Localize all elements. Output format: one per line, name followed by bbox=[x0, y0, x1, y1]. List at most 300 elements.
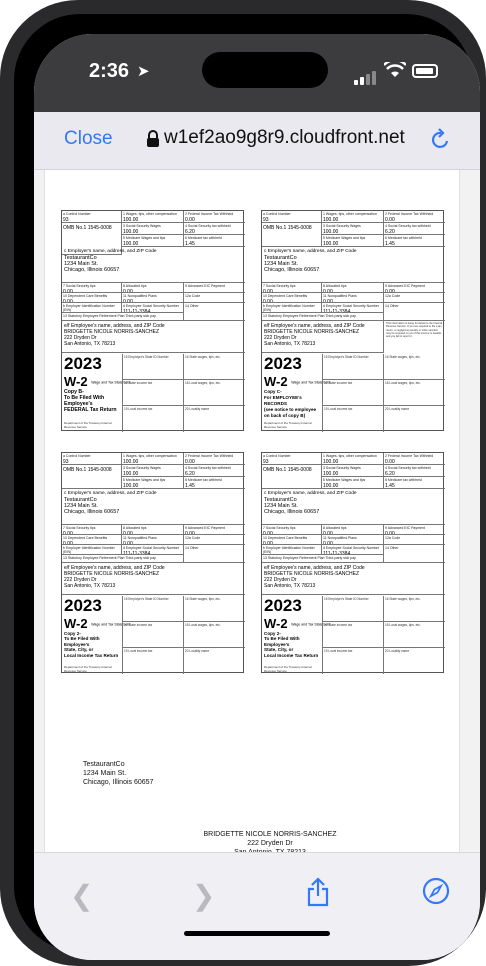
label: 14 Other bbox=[385, 546, 399, 550]
value: 0.00 bbox=[323, 541, 333, 545]
box13-cell bbox=[62, 555, 184, 563]
value: 0.00 bbox=[263, 531, 273, 535]
omb-cell bbox=[262, 465, 322, 489]
w2-sub: Wage and Tax Statement bbox=[291, 380, 331, 385]
local-wages-cell: 18 Local wages, tips, etc. bbox=[183, 622, 245, 648]
value: 100.00 bbox=[123, 471, 139, 477]
value: 0.00 bbox=[63, 299, 73, 303]
state-tax-cell: 17 State income tax bbox=[322, 622, 383, 648]
w2-form-copy-b bbox=[61, 210, 244, 431]
employee-label: e/f Employee's name, address, and ZIP Code bbox=[264, 565, 365, 571]
employee-block bbox=[262, 321, 384, 353]
ein-cell bbox=[62, 545, 122, 555]
ssn-cell bbox=[122, 303, 184, 313]
employer-block bbox=[62, 489, 245, 525]
share-icon[interactable] bbox=[306, 877, 330, 907]
value: 0.00 bbox=[263, 541, 273, 545]
value: 0.00 bbox=[123, 289, 133, 293]
ss-tips-cell bbox=[62, 283, 122, 293]
label: 4 Social Security tax withheld bbox=[185, 224, 231, 228]
employer-label: c Employer's name, address, and ZIP Code bbox=[64, 491, 157, 496]
return-address bbox=[83, 760, 153, 787]
value: 0.00 bbox=[323, 289, 333, 293]
label: 9 Advanced EIC Payment bbox=[185, 284, 225, 288]
label: 1 Wages, tips, other compensation bbox=[123, 454, 177, 458]
ss-wages-cell bbox=[322, 223, 384, 235]
nonqual-cell bbox=[122, 293, 184, 303]
to-name: BRIDGETTE NICOLE NORRIS-SANCHEZ bbox=[203, 831, 337, 838]
locality-cell: 20 Locality name bbox=[383, 406, 445, 432]
label: b Employer Identification Number (EIN) bbox=[63, 304, 115, 312]
ss-tax-cell bbox=[184, 465, 245, 477]
value: 111-11-3384 bbox=[123, 551, 151, 555]
fed-tax-cell bbox=[384, 211, 445, 223]
employee-street: 222 Dryden Dr bbox=[64, 335, 97, 341]
value: 0.00 bbox=[185, 531, 195, 535]
value: 1.45 bbox=[385, 483, 395, 489]
value: 1.45 bbox=[185, 483, 195, 489]
employee-street: 222 Dryden Dr bbox=[64, 577, 97, 583]
label: 11 Nonqualified Plans bbox=[323, 294, 357, 298]
state-tax-cell: 17 State income tax bbox=[122, 380, 183, 406]
nonqual-cell bbox=[322, 535, 384, 545]
form-title bbox=[264, 616, 330, 631]
copy-label: Copy C- For EMPLOYEE's RECORDS (see notice to employee on back of copy B) bbox=[264, 389, 317, 418]
location-arrow-icon: ➤ bbox=[137, 63, 150, 80]
value: 100.00 bbox=[123, 483, 139, 489]
value: 0.00 bbox=[63, 531, 73, 535]
value: 0.00 bbox=[263, 299, 273, 303]
label: a Control Number bbox=[63, 454, 91, 458]
employer-city: Chicago, Illinois 60657 bbox=[264, 509, 320, 515]
w2-sub: Wage and Tax Statement bbox=[91, 622, 131, 627]
control-number-cell bbox=[262, 211, 322, 223]
value: 100.00 bbox=[323, 241, 339, 247]
employee-name: BRIDGETTE NICOLE NORRIS-SANCHEZ bbox=[64, 329, 160, 335]
label: d Employee Social Security Number bbox=[123, 304, 180, 308]
omb: OMB No.1 1545-0008 bbox=[263, 467, 312, 473]
browser-toolbar bbox=[34, 852, 480, 960]
value: 111-11-3384 bbox=[323, 309, 351, 313]
label: 10 Dependent Care Benefits bbox=[263, 294, 308, 298]
label: d Employee Social Security Number bbox=[323, 546, 380, 550]
wages-cell bbox=[122, 211, 184, 223]
code12-cell bbox=[184, 293, 245, 303]
nonqual-cell bbox=[122, 535, 184, 545]
value: 100.00 bbox=[123, 217, 139, 223]
employer-label: c Employer's name, address, and ZIP Code bbox=[264, 249, 357, 254]
state-wages-cell: 16 State wages, tips, etc. bbox=[383, 354, 445, 380]
value: 93 bbox=[63, 217, 69, 223]
label: 12a Code bbox=[185, 294, 201, 298]
employer-name: TestaurantCo bbox=[264, 255, 297, 261]
employee-city: San Antonio, TX 78213 bbox=[264, 341, 316, 347]
locality-cell: 20 Locality name bbox=[183, 406, 245, 432]
label: 3 Social Security Wages bbox=[123, 224, 161, 228]
code12-cell bbox=[184, 535, 245, 545]
value: 93 bbox=[63, 459, 69, 465]
label: 6 Medicare tax withheld bbox=[185, 236, 222, 240]
ssn-cell bbox=[322, 545, 384, 555]
wages-cell bbox=[322, 453, 384, 465]
local-tax-cell: 19 Local income tax bbox=[322, 648, 383, 674]
copy-label: Copy B- To Be Filed With Employee's FEDERAL Tax Return bbox=[64, 389, 117, 413]
medicare-wages-cell bbox=[322, 235, 384, 247]
dep-care-cell bbox=[262, 293, 322, 303]
label: 2 Federal Income Tax Withheld bbox=[185, 454, 234, 458]
forward-button[interactable]: ❯ bbox=[192, 880, 216, 911]
label: 5 Medicare Wages and tips bbox=[323, 236, 366, 240]
w2: W-2 bbox=[64, 374, 88, 389]
label: 2 Federal Income Tax Withheld bbox=[385, 212, 434, 216]
label: 6 Medicare tax withheld bbox=[185, 478, 222, 482]
omb: OMB No.1 1545-0008 bbox=[263, 225, 312, 231]
ss-wages-cell bbox=[122, 465, 184, 477]
control-number-cell bbox=[62, 453, 122, 465]
value: 0.00 bbox=[123, 531, 133, 535]
employer-street: 1234 Main St. bbox=[64, 503, 98, 509]
other-cell bbox=[384, 303, 445, 321]
value: 0.00 bbox=[385, 289, 395, 293]
other-cell bbox=[184, 303, 245, 321]
label: 8 Allocated tips bbox=[123, 284, 147, 288]
label: 7 Social Security tips bbox=[63, 526, 96, 530]
pdf-page bbox=[44, 170, 460, 852]
label: a Control Number bbox=[263, 212, 291, 216]
employee-street: 222 Dryden Dr bbox=[264, 577, 297, 583]
medicare-tax-cell bbox=[384, 235, 445, 247]
url-text[interactable]: w1ef2ao9g8r9.cloudfront.net bbox=[164, 127, 405, 148]
medicare-tax-cell bbox=[184, 477, 245, 489]
screen bbox=[34, 34, 480, 960]
state-id-cell: 15 Employer's State ID Number bbox=[122, 596, 183, 622]
employer-street: 1234 Main St. bbox=[264, 261, 298, 267]
label: 10 Dependent Care Benefits bbox=[63, 536, 108, 540]
label: b Employer Identification Number (EIN) bbox=[263, 546, 315, 554]
label: 7 Social Security tips bbox=[263, 284, 296, 288]
code12-cell bbox=[384, 293, 445, 303]
label: 8 Allocated tips bbox=[323, 526, 347, 530]
state-tax-cell: 17 State income tax bbox=[122, 622, 183, 648]
alloc-tips-cell bbox=[122, 283, 184, 293]
wages-cell bbox=[122, 453, 184, 465]
form-title bbox=[264, 374, 330, 389]
employer-street: 1234 Main St. bbox=[264, 503, 298, 509]
label: 13 Statutory Employee Retirement Plan Third-party sick pay bbox=[63, 314, 156, 318]
value: 0.00 bbox=[385, 217, 395, 223]
adv-eic-cell bbox=[384, 525, 445, 535]
w2-form-copy-2-duplicate bbox=[261, 452, 444, 673]
dept-label: Department of the Treasury-Internal Revenue Service bbox=[264, 421, 312, 429]
state-tax-cell: 17 State income tax bbox=[322, 380, 383, 406]
employee-block bbox=[62, 563, 245, 595]
label: 12a Code bbox=[385, 294, 401, 298]
from-name: TestaurantCo bbox=[83, 761, 125, 768]
ss-wages-cell bbox=[322, 465, 384, 477]
label: 7 Social Security tips bbox=[263, 526, 296, 530]
employer-block bbox=[62, 247, 245, 283]
ssn-cell bbox=[322, 303, 384, 313]
label: 10 Dependent Care Benefits bbox=[263, 536, 308, 540]
ein-cell bbox=[62, 303, 122, 313]
local-wages-cell: 18 Local wages, tips, etc. bbox=[183, 380, 245, 406]
local-wages-cell: 18 Local wages, tips, etc. bbox=[383, 622, 445, 648]
label: b Employer Identification Number (EIN) bbox=[63, 546, 115, 554]
box13-cell bbox=[262, 555, 384, 563]
state-id-cell: 15 Employer's State ID Number bbox=[322, 354, 383, 380]
fed-tax-cell bbox=[184, 453, 245, 465]
label: 4 Social Security tax withheld bbox=[385, 224, 431, 228]
value: 0.00 bbox=[185, 459, 195, 465]
value: 111-11-3384 bbox=[123, 309, 151, 313]
w2-form-copy-c bbox=[261, 210, 444, 431]
from-street: 1234 Main St. bbox=[83, 770, 127, 777]
fed-tax-cell bbox=[184, 211, 245, 223]
label: 9 Advanced EIC Payment bbox=[385, 284, 425, 288]
other-cell bbox=[184, 545, 245, 563]
label: 2 Federal Income Tax Withheld bbox=[185, 212, 234, 216]
state-id-cell: 15 Employer's State ID Number bbox=[322, 596, 383, 622]
web-content bbox=[34, 170, 480, 852]
home-indicator bbox=[184, 931, 330, 936]
omb-cell bbox=[62, 465, 122, 489]
employer-block bbox=[262, 489, 445, 525]
locality-cell: 20 Locality name bbox=[183, 648, 245, 674]
ss-wages-cell bbox=[122, 223, 184, 235]
value: 100.00 bbox=[123, 229, 139, 235]
value: 6.20 bbox=[385, 229, 395, 235]
label: 14 Other bbox=[385, 304, 399, 308]
value: 0.00 bbox=[323, 531, 333, 535]
medicare-wages-cell bbox=[322, 477, 384, 489]
label: 1 Wages, tips, other compensation bbox=[323, 454, 377, 458]
label: 5 Medicare Wages and tips bbox=[123, 236, 166, 240]
wages-cell bbox=[322, 211, 384, 223]
reload-icon[interactable] bbox=[430, 127, 452, 151]
label: 11 Nonqualified Plans bbox=[123, 536, 157, 540]
form-title bbox=[64, 374, 130, 389]
to-street: 222 Dryden Dr bbox=[247, 840, 293, 847]
dept-label: Department of the Treasury-Internal Revenue Service bbox=[64, 421, 112, 429]
dep-care-cell bbox=[262, 535, 322, 545]
label: 7 Social Security tips bbox=[63, 284, 96, 288]
value: 0.00 bbox=[63, 289, 73, 293]
ss-tax-cell bbox=[384, 465, 445, 477]
lock-icon bbox=[146, 130, 160, 148]
label: 8 Allocated tips bbox=[123, 526, 147, 530]
label: 5 Medicare Wages and tips bbox=[323, 478, 366, 482]
medicare-wages-cell bbox=[122, 235, 184, 247]
dept-label: Department of the Treasury-Internal Revenue Service bbox=[264, 665, 312, 673]
battery-icon bbox=[412, 64, 438, 78]
value: 100.00 bbox=[323, 229, 339, 235]
value: 100.00 bbox=[123, 241, 139, 247]
label: 3 Social Security Wages bbox=[323, 466, 361, 470]
label: 12a Code bbox=[385, 536, 401, 540]
w2-sub: Wage and Tax Statement bbox=[291, 622, 331, 627]
ein-cell bbox=[262, 545, 322, 555]
copy-label: Copy 2- To Be Filed With Employee's State, City, or Local Income Tax Return bbox=[264, 631, 319, 658]
label: 9 Advanced EIC Payment bbox=[185, 526, 225, 530]
form-year: 2023 bbox=[64, 596, 102, 615]
state-wages-cell: 16 State wages, tips, etc. bbox=[383, 596, 445, 622]
omb: OMB No.1 1545-0008 bbox=[63, 225, 112, 231]
employee-city: San Antonio, TX 78213 bbox=[264, 583, 316, 589]
form-year: 2023 bbox=[264, 354, 302, 373]
other-cell bbox=[384, 545, 445, 563]
label: 13 Statutory Employee Retirement Plan Third-party sick pay bbox=[263, 556, 356, 560]
value: 100.00 bbox=[323, 471, 339, 477]
label: 1 Wages, tips, other compensation bbox=[323, 212, 377, 216]
back-button[interactable]: ❮ bbox=[70, 880, 94, 911]
omb-cell bbox=[262, 223, 322, 247]
employer-city: Chicago, Illinois 60657 bbox=[64, 267, 120, 273]
state-local-grid bbox=[322, 596, 445, 674]
medicare-tax-cell bbox=[384, 477, 445, 489]
status-bar bbox=[34, 34, 480, 112]
employer-block bbox=[262, 247, 445, 283]
medicare-tax-cell bbox=[184, 235, 245, 247]
dep-care-cell bbox=[62, 535, 122, 545]
employer-name: TestaurantCo bbox=[64, 255, 97, 261]
ein-cell bbox=[262, 303, 322, 313]
close-button[interactable]: Close bbox=[64, 128, 113, 149]
label: 6 Medicare tax withheld bbox=[385, 478, 422, 482]
value: 0.00 bbox=[385, 459, 395, 465]
label: 2 Federal Income Tax Withheld bbox=[385, 454, 434, 458]
label: 1 Wages, tips, other compensation bbox=[123, 212, 177, 216]
alloc-tips-cell bbox=[322, 283, 384, 293]
notice-text: This information is being furnished to the Internal Revenue Service. If you are required to file a tax return, a negligence penalty or other sanction may be imposed on you if this income is taxable and you fail to report it. bbox=[386, 322, 443, 339]
employee-name: BRIDGETTE NICOLE NORRIS-SANCHEZ bbox=[264, 571, 360, 577]
state-wages-cell: 16 State wages, tips, etc. bbox=[183, 596, 245, 622]
employee-block bbox=[262, 563, 445, 595]
ss-tips-cell bbox=[262, 525, 322, 535]
state-local-grid bbox=[122, 354, 245, 432]
value: 111-11-3384 bbox=[323, 551, 351, 555]
local-tax-cell: 19 Local income tax bbox=[322, 406, 383, 432]
label: 13 Statutory Employee Retirement Plan Third-party sick pay bbox=[63, 556, 156, 560]
label: 11 Nonqualified Plans bbox=[123, 294, 157, 298]
w2-sub: Wage and Tax Statement bbox=[91, 380, 131, 385]
employee-city: San Antonio, TX 78213 bbox=[64, 583, 116, 589]
state-wages-cell: 16 State wages, tips, etc. bbox=[183, 354, 245, 380]
label: 4 Social Security tax withheld bbox=[385, 466, 431, 470]
label: 13 Statutory Employee Retirement Plan Third-party sick pay bbox=[263, 314, 356, 318]
label: 4 Social Security tax withheld bbox=[185, 466, 231, 470]
employer-name: TestaurantCo bbox=[64, 497, 97, 503]
ss-tax-cell bbox=[184, 223, 245, 235]
box13-cell bbox=[262, 313, 384, 321]
value: 100.00 bbox=[323, 483, 339, 489]
state-id-cell: 15 Employer's State ID Number bbox=[122, 354, 183, 380]
employee-name: BRIDGETTE NICOLE NORRIS-SANCHEZ bbox=[64, 571, 160, 577]
employer-city: Chicago, Illinois 60657 bbox=[264, 267, 320, 273]
employee-label: e/f Employee's name, address, and ZIP Code bbox=[64, 323, 165, 329]
value: 100.00 bbox=[123, 459, 139, 465]
phone-bezel bbox=[14, 14, 472, 952]
employer-name: TestaurantCo bbox=[264, 497, 297, 503]
dynamic-island bbox=[202, 52, 328, 88]
employee-street: 222 Dryden Dr bbox=[264, 335, 297, 341]
ss-tax-cell bbox=[384, 223, 445, 235]
alloc-tips-cell bbox=[122, 525, 184, 535]
label: a Control Number bbox=[263, 454, 291, 458]
ss-tips-cell bbox=[262, 283, 322, 293]
status-time: 2:36 bbox=[89, 60, 130, 82]
state-local-grid bbox=[322, 354, 445, 432]
employer-label: c Employer's name, address, and ZIP Code bbox=[64, 249, 157, 254]
label: 14 Other bbox=[185, 546, 199, 550]
value: 100.00 bbox=[323, 217, 339, 223]
label: b Employer Identification Number (EIN) bbox=[263, 304, 315, 312]
value: 0.00 bbox=[323, 299, 333, 303]
label: 8 Allocated tips bbox=[323, 284, 347, 288]
employee-label: e/f Employee's name, address, and ZIP Code bbox=[64, 565, 165, 571]
adv-eic-cell bbox=[384, 283, 445, 293]
value: 6.20 bbox=[385, 471, 395, 477]
nonqual-cell bbox=[322, 293, 384, 303]
label: d Employee Social Security Number bbox=[123, 546, 180, 550]
w2-form-copy-2 bbox=[61, 452, 244, 673]
label: a Control Number bbox=[63, 212, 91, 216]
control-number-cell bbox=[262, 453, 322, 465]
compass-icon[interactable] bbox=[422, 877, 450, 905]
w2: W-2 bbox=[264, 616, 288, 631]
form-title bbox=[64, 616, 130, 631]
omb: OMB No.1 1545-0008 bbox=[63, 467, 112, 473]
label: 3 Social Security Wages bbox=[123, 466, 161, 470]
locality-cell: 20 Locality name bbox=[383, 648, 445, 674]
employee-label: e/f Employee's name, address, and ZIP Code bbox=[264, 323, 365, 329]
w2: W-2 bbox=[64, 616, 88, 631]
form-year: 2023 bbox=[64, 354, 102, 373]
control-number-cell bbox=[62, 211, 122, 223]
code12-cell bbox=[384, 535, 445, 545]
value: 6.20 bbox=[185, 229, 195, 235]
employer-street: 1234 Main St. bbox=[64, 261, 98, 267]
adv-eic-cell bbox=[184, 283, 245, 293]
local-wages-cell: 18 Local wages, tips, etc. bbox=[383, 380, 445, 406]
ss-tips-cell bbox=[62, 525, 122, 535]
adv-eic-cell bbox=[184, 525, 245, 535]
browser-nav-bar bbox=[34, 112, 480, 170]
label: 3 Social Security Wages bbox=[323, 224, 361, 228]
cellular-signal-icon bbox=[354, 67, 378, 85]
from-city: Chicago, Illinois 60657 bbox=[83, 779, 154, 786]
box13-cell bbox=[62, 313, 184, 321]
value: 1.45 bbox=[385, 241, 395, 247]
value: 0.00 bbox=[385, 531, 395, 535]
copy-label: Copy 2- To Be Filed With Employee's State, City, or Local Income Tax Return bbox=[64, 631, 119, 658]
value: 0.00 bbox=[263, 289, 273, 293]
wifi-icon bbox=[384, 62, 406, 78]
dep-care-cell bbox=[62, 293, 122, 303]
value: 6.20 bbox=[185, 471, 195, 477]
label: 9 Advanced EIC Payment bbox=[385, 526, 425, 530]
value: 1.45 bbox=[185, 241, 195, 247]
alloc-tips-cell bbox=[322, 525, 384, 535]
employer-label: c Employer's name, address, and ZIP Code bbox=[264, 491, 357, 496]
local-tax-cell: 19 Local income tax bbox=[122, 406, 183, 432]
local-tax-cell: 19 Local income tax bbox=[122, 648, 183, 674]
employee-name: BRIDGETTE NICOLE NORRIS-SANCHEZ bbox=[264, 329, 360, 335]
w2: W-2 bbox=[264, 374, 288, 389]
fed-tax-cell bbox=[384, 453, 445, 465]
medicare-wages-cell bbox=[122, 477, 184, 489]
label: 11 Nonqualified Plans bbox=[323, 536, 357, 540]
label: 14 Other bbox=[185, 304, 199, 308]
